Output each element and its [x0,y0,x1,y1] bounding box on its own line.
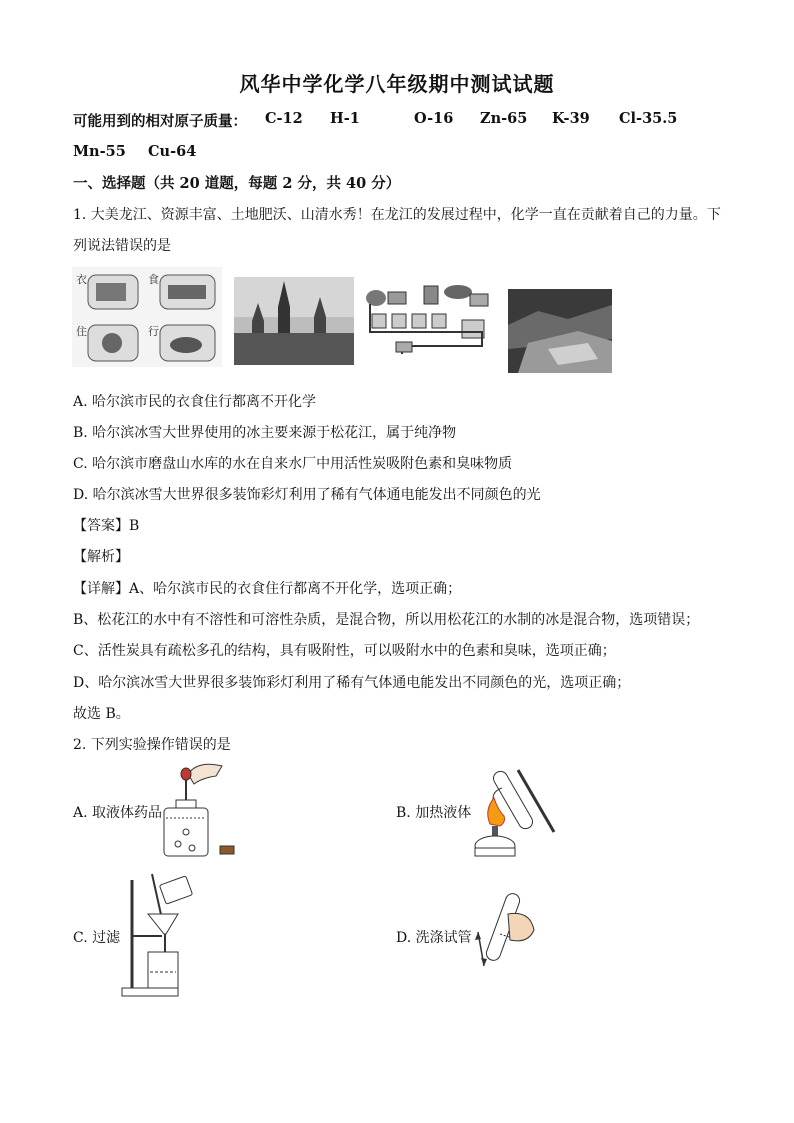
q1-analysis-label: 【解析】 [73,549,129,565]
q1-stem-line1: 1. 大美龙江、资源丰富、土地肥沃、山清水秀！在龙江的发展过程中，化学一直在贡献着自己的力量。下 [73,207,721,223]
page-title: 风华中学化学八年级期中测试试题 [239,72,555,96]
filtration-figure [118,872,202,998]
q1-answer: 【答案】B [73,518,140,534]
q1-option-b: B. 哈尔滨冰雪大世界使用的冰主要来源于松花江，属于纯净物 [73,425,457,441]
daily-life-figure [72,267,222,367]
atomic-mass-item: Cu-64 [148,143,197,160]
fig-label-housing: 住 [76,325,87,338]
reservoir-photo [508,289,612,373]
water-plant-diagram [362,280,494,360]
washing-test-tube-figure [470,888,540,980]
fig-label-food: 食 [148,273,159,286]
atomic-mass-label: 可能用到的相对原子质量： [73,113,247,130]
q1-detail-c: C、活性炭具有疏松多孔的结构，具有吸附性，可以吸附水中的色素和臭味，选项正确； [73,643,616,659]
q2-option-a: A. 取液体药品 [73,805,163,821]
q1-conclusion: 故选 B。 [73,706,130,722]
q2-option-c: C. 过滤 [73,930,121,946]
ice-festival-photo [234,277,354,365]
q1-detail-d: D、哈尔滨冰雪大世界很多装饰彩灯利用了稀有气体通电能发出不同颜色的光，选项正确； [73,675,631,691]
q1-detail-b: B、松花江的水中有不溶性和可溶性杂质，是混合物，所以用松花江的水制的冰是混合物，选项错误； [73,612,700,628]
q1-detail-a: 【详解】A、哈尔滨市民的衣食住行都离不开化学，选项正确； [73,581,462,597]
heating-liquid-figure [470,764,560,860]
atomic-mass-item: H-1 [330,110,360,127]
atomic-mass-item: O-16 [414,110,454,127]
dropper-bottle-figure [158,760,248,860]
fig-label-clothes: 衣 [76,273,87,286]
atomic-mass-item: Mn-55 [73,143,126,160]
atomic-mass-item: C-12 [265,110,303,127]
q2-stem: 2. 下列实验操作错误的是 [73,737,231,753]
q2-option-d: D. 洗涤试管 [396,930,472,946]
section-heading: 一、选择题（共 20 道题，每题 2 分，共 40 分） [73,175,401,192]
q2-option-b: B. 加热液体 [396,805,472,821]
atomic-mass-item: Cl-35.5 [619,110,678,127]
atomic-mass-item: K-39 [552,110,590,127]
q1-option-c: C. 哈尔滨市磨盘山水库的水在自来水厂中用活性炭吸附色素和臭味物质 [73,456,513,472]
q1-option-d: D. 哈尔滨冰雪大世界很多装饰彩灯利用了稀有气体通电能发出不同颜色的光 [73,487,541,503]
q1-stem-line2: 列说法错误的是 [73,238,171,254]
q1-option-a: A. 哈尔滨市民的衣食住行都离不开化学 [73,394,317,410]
fig-label-travel: 行 [148,325,159,338]
atomic-mass-item: Zn-65 [480,110,528,127]
